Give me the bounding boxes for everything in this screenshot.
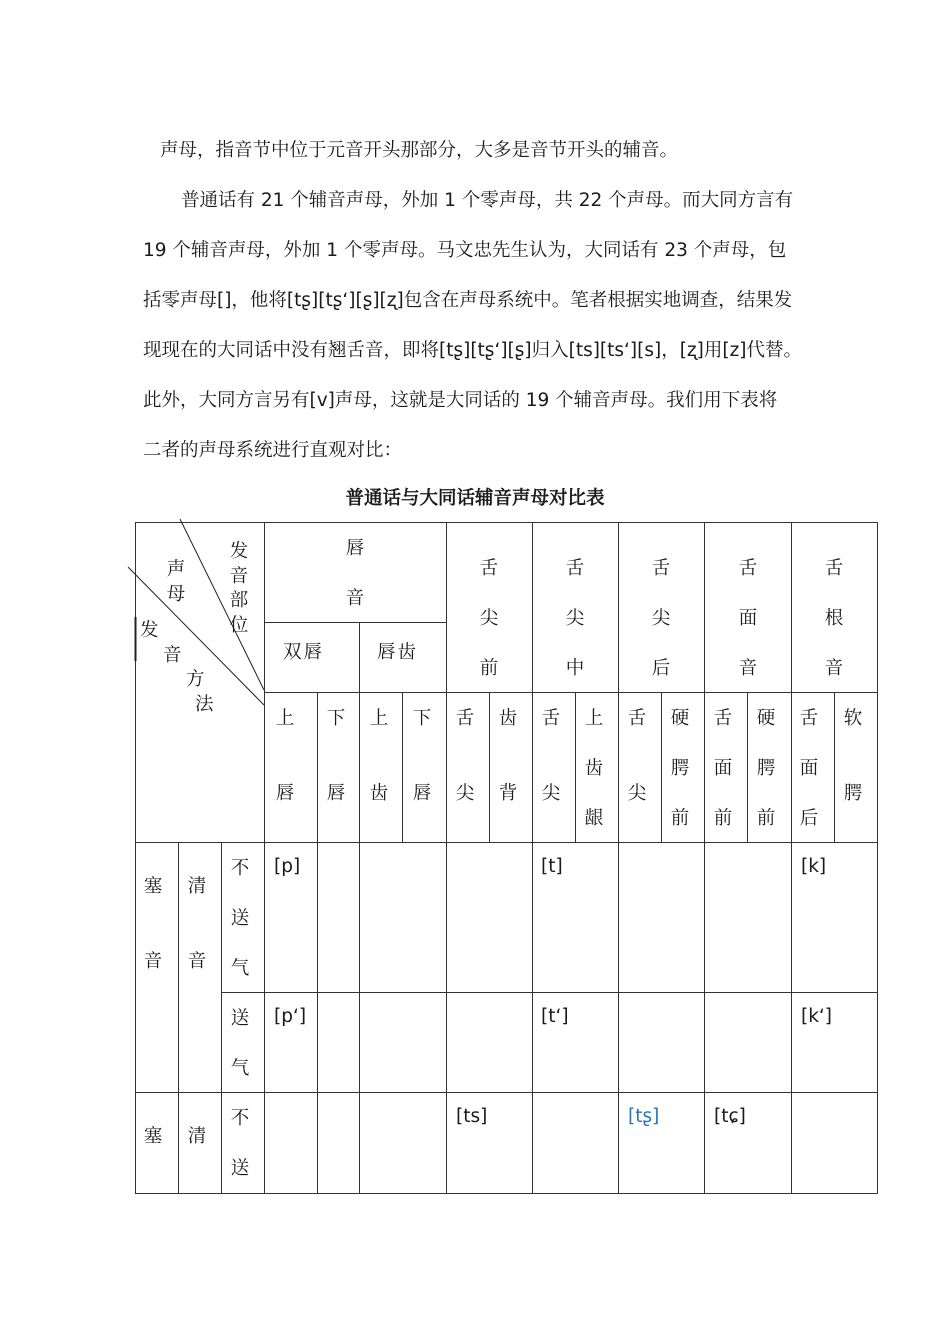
corner-place-label xyxy=(224,540,254,638)
place-dorsal xyxy=(733,544,763,694)
articulator-char: 龈 xyxy=(584,808,604,829)
cell-th: [t‘] xyxy=(541,1006,569,1027)
manner-aspirated xyxy=(225,994,255,1094)
place-char: 面 xyxy=(738,608,758,629)
manner-voiceless xyxy=(182,862,212,987)
manner-char: 不 xyxy=(230,1108,250,1129)
corner-initial-label xyxy=(161,558,191,607)
articulator-char: 齿 xyxy=(498,708,518,729)
place-char: 唇 xyxy=(345,538,365,559)
corner-char: 声 xyxy=(166,559,186,580)
place-apical-front xyxy=(474,544,504,694)
articulator-char: 前 xyxy=(713,808,733,829)
articulator-char: 齿 xyxy=(369,783,389,804)
articulator-char: 下 xyxy=(412,708,432,729)
place-char: 尖 xyxy=(479,608,499,629)
place-apical-back xyxy=(646,544,676,694)
place-char: 音 xyxy=(738,658,758,679)
articulator-char: 背 xyxy=(498,783,518,804)
articulator-char: 尖 xyxy=(455,783,475,804)
paragraph-line: 此外，大同方言另有[v]声母，这就是大同话的 19 个辅音声母。我们用下表将 xyxy=(143,390,778,411)
articulator-char: 面 xyxy=(799,758,819,779)
articulator-char: 尖 xyxy=(627,783,647,804)
place-velar xyxy=(819,544,849,694)
articulator-char: 舌 xyxy=(713,708,733,729)
manner-char: 送 xyxy=(230,908,250,929)
articulator xyxy=(321,694,351,819)
sub-labiodental: 唇齿 xyxy=(377,642,419,663)
place-char: 根 xyxy=(824,608,844,629)
articulator xyxy=(838,694,868,819)
paragraph-line: 声母，指音节中位于元音开头那部分，大多是音节开头的辅音。 xyxy=(160,140,679,161)
articulator xyxy=(407,694,437,819)
corner-char: 部 xyxy=(229,590,249,611)
paragraph-line: 19 个辅音声母，外加 1 个零声母。马文忠先生认为，大同话有 23 个声母，包 xyxy=(143,240,787,261)
place-char: 前 xyxy=(479,658,499,679)
corner-manner-char: 音 xyxy=(163,645,182,666)
articulator-char: 上 xyxy=(369,708,389,729)
articulator-char: 硬 xyxy=(670,708,690,729)
place-apical-mid xyxy=(560,544,590,694)
articulator-char: 唇 xyxy=(326,783,346,804)
paragraph-2 xyxy=(143,176,823,476)
manner-unaspirated xyxy=(225,844,255,994)
corner-manner-char: 法 xyxy=(195,694,214,715)
place-char: 尖 xyxy=(565,608,585,629)
place-char: 中 xyxy=(565,658,585,679)
articulator xyxy=(751,694,781,844)
cell-ph: [p‘] xyxy=(274,1006,307,1027)
corner-manner-char: 方 xyxy=(186,669,205,690)
place-lips xyxy=(340,524,370,624)
place-char: 音 xyxy=(824,658,844,679)
manner-affricate-voiceless xyxy=(182,1112,212,1162)
corner-char: 音 xyxy=(229,565,249,587)
cell-p: [p] xyxy=(274,856,301,877)
articulator-char: 下 xyxy=(326,708,346,729)
cell-tc: [tɕ] xyxy=(714,1106,746,1127)
manner-char: 塞 xyxy=(143,876,163,897)
paragraph-line: 括零声母[]，他将[tʂ][tʂ‘][ʂ][ʐ]包含在声母系统中。笔者根据实地调查，结果发 xyxy=(143,290,793,311)
articulator-char: 前 xyxy=(670,808,690,829)
articulator xyxy=(270,694,300,819)
cell-t: [t] xyxy=(541,856,563,877)
articulator-char: 腭 xyxy=(843,783,863,804)
place-char: 舌 xyxy=(651,558,671,579)
articulator xyxy=(450,694,480,819)
articulator xyxy=(708,694,738,844)
place-char: 舌 xyxy=(565,558,585,579)
cell-kh: [k‘] xyxy=(801,1006,833,1027)
manner-char: 送 xyxy=(230,1008,250,1029)
place-char: 尖 xyxy=(651,608,671,629)
place-char: 音 xyxy=(345,588,365,609)
manner-char: 音 xyxy=(143,951,163,972)
cell-ts: [ts] xyxy=(456,1106,488,1127)
articulator xyxy=(579,694,609,844)
articulator xyxy=(493,694,523,819)
manner-char: 清 xyxy=(187,1126,207,1147)
place-char: 舌 xyxy=(738,558,758,579)
manner-char: 音 xyxy=(187,951,207,972)
cell-tsh-retroflex[interactable]: [tʂ] xyxy=(628,1106,660,1127)
manner-stop xyxy=(138,862,168,987)
corner-manner-char: 发 xyxy=(140,620,159,641)
table-title: 普通话与大同话辅音声母对比表 xyxy=(345,488,605,509)
place-char: 后 xyxy=(651,658,671,679)
articulator-char: 齿 xyxy=(584,758,604,779)
articulator xyxy=(665,694,695,844)
articulator-char: 后 xyxy=(799,808,819,829)
articulator xyxy=(622,694,652,819)
manner-char: 送 xyxy=(230,1158,250,1179)
manner-char: 清 xyxy=(187,876,207,897)
manner-char: 气 xyxy=(230,958,250,979)
articulator-char: 软 xyxy=(843,708,863,729)
corner-char: 位 xyxy=(229,614,249,636)
paragraph-1 xyxy=(160,126,840,176)
manner-char: 气 xyxy=(230,1058,250,1079)
articulator-char: 腭 xyxy=(670,758,690,779)
articulator-char: 上 xyxy=(584,708,604,729)
place-char: 舌 xyxy=(479,558,499,579)
articulator-char: 舌 xyxy=(541,708,561,729)
manner-affricate xyxy=(138,1112,168,1162)
paragraph-line: 普通话有 21 个辅音声母，外加 1 个零声母，共 22 个声母。而大同方言有 xyxy=(181,190,794,211)
articulator-char: 唇 xyxy=(412,783,432,804)
manner-char: 塞 xyxy=(143,1126,163,1147)
manner-affricate-unaspirated xyxy=(225,1094,255,1194)
corner-char: 发 xyxy=(229,541,249,562)
articulator-char: 腭 xyxy=(756,758,776,779)
place-char: 舌 xyxy=(824,558,844,579)
articulator-char: 舌 xyxy=(627,708,647,729)
articulator-char: 硬 xyxy=(756,708,776,729)
articulator-char: 舌 xyxy=(799,708,819,729)
articulator-char: 面 xyxy=(713,758,733,779)
articulator-char: 尖 xyxy=(541,783,561,804)
paragraph-line: 二者的声母系统进行直观对比： xyxy=(143,440,403,461)
manner-char: 不 xyxy=(230,858,250,879)
cell-k: [k] xyxy=(801,856,827,877)
articulator xyxy=(364,694,394,819)
articulator-char: 舌 xyxy=(455,708,475,729)
corner-char: 母 xyxy=(166,583,186,605)
articulator xyxy=(794,694,824,844)
sub-bilabial: 双唇 xyxy=(283,642,325,663)
articulator-char: 前 xyxy=(756,808,776,829)
articulator-char: 上 xyxy=(275,708,295,729)
articulator xyxy=(536,694,566,819)
paragraph-line: 现现在的大同话中没有翘舌音，即将[tʂ][tʂ‘][ʂ]归入[ts][ts‘][s]，[ʐ]用[z]代替。 xyxy=(143,340,803,361)
articulator-char: 唇 xyxy=(275,783,295,804)
